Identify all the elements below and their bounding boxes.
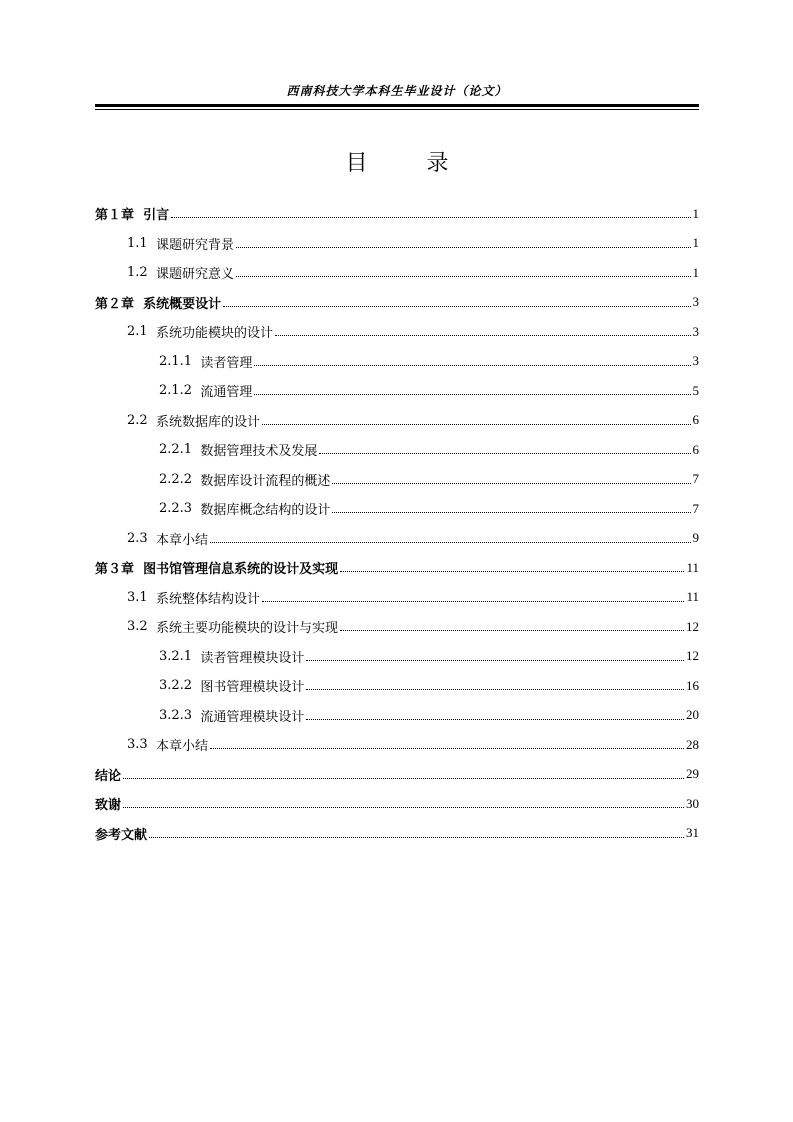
running-header: 西南科技大学本科生毕业设计（论文） <box>286 84 508 98</box>
toc-leader-dots <box>340 571 684 572</box>
toc-entry-page: 1 <box>692 205 699 221</box>
toc-entry[interactable] <box>95 376 699 406</box>
toc-leader-dots <box>236 247 691 248</box>
toc-entry[interactable] <box>95 406 699 436</box>
toc-entry-number: 2.1 <box>127 324 156 340</box>
toc-entry[interactable] <box>95 347 699 377</box>
toc-entry-title: 图书管理模块设计 <box>200 680 305 696</box>
toc-leader-dots <box>319 453 690 454</box>
toc-entry[interactable] <box>95 229 699 259</box>
toc-entry-page: 9 <box>692 530 699 546</box>
toc-entry-number: 2.2 <box>127 412 156 428</box>
toc-entry-number: 2.3 <box>127 530 156 546</box>
toc-entry-page: 6 <box>692 441 699 457</box>
toc-entry-number: 3.3 <box>127 737 156 753</box>
toc-entry-number: 第２章 <box>95 296 144 312</box>
toc-entry[interactable] <box>95 199 699 229</box>
toc-entry-number: 2.1.2 <box>159 383 201 399</box>
toc-entry[interactable] <box>95 583 699 613</box>
toc-leader-dots <box>223 306 690 307</box>
toc-entry-page: 11 <box>686 589 699 605</box>
toc-entry-page: 30 <box>686 795 699 811</box>
toc-entry-page: 29 <box>686 766 699 782</box>
toc-entry-title: 数据库设计流程的概述 <box>200 473 331 489</box>
toc-entry[interactable] <box>95 435 699 465</box>
toc-entry[interactable] <box>95 612 699 642</box>
toc-entry[interactable] <box>95 819 699 849</box>
toc-entry[interactable] <box>95 701 699 731</box>
toc-entry-title: 系统整体结构设计 <box>155 591 260 607</box>
toc-leader-dots <box>306 719 684 720</box>
toc-entry-title: 系统数据库的设计 <box>155 414 260 430</box>
toc-entry-number: 3.2.2 <box>159 678 201 694</box>
toc-entry[interactable] <box>95 258 699 288</box>
toc-entry-page: 1 <box>692 235 699 251</box>
toc-entry-page: 31 <box>686 825 699 841</box>
toc-leader-dots <box>262 424 691 425</box>
toc-entry-title: 结论 <box>95 768 122 784</box>
header-rule-thick <box>95 104 699 107</box>
toc-entry-page: 12 <box>686 618 699 634</box>
toc-entry-page: 28 <box>686 736 699 752</box>
toc-leader-dots <box>306 689 684 690</box>
toc-entry-title: 课题研究背景 <box>155 237 234 253</box>
toc-entry-page: 12 <box>686 648 699 664</box>
toc-entry[interactable] <box>95 494 699 524</box>
toc-entry-number: 第１章 <box>95 208 144 224</box>
toc-entry-title: 课题研究意义 <box>155 267 234 283</box>
toc-entry-number: 3.2.3 <box>159 707 201 723</box>
toc-entry-page: 7 <box>692 471 699 487</box>
table-of-contents <box>95 199 699 848</box>
toc-leader-dots <box>306 660 684 661</box>
toc-entry-page: 3 <box>692 323 699 339</box>
toc-entry[interactable] <box>95 671 699 701</box>
toc-entry-page: 5 <box>692 382 699 398</box>
toc-entry-title: 参考文献 <box>95 827 148 843</box>
toc-entry-title: 致谢 <box>95 798 122 814</box>
toc-entry-title: 引言 <box>143 208 170 224</box>
toc-leader-dots <box>210 748 684 749</box>
toc-entry-page: 3 <box>692 353 699 369</box>
toc-leader-dots <box>340 630 684 631</box>
toc-entry-page: 7 <box>692 500 699 516</box>
toc-leader-dots <box>171 217 690 218</box>
toc-leader-dots <box>210 542 691 543</box>
toc-leader-dots <box>149 837 684 838</box>
toc-entry-title: 读者管理模块设计 <box>200 650 305 666</box>
toc-leader-dots <box>254 394 690 395</box>
toc-entry[interactable] <box>95 288 699 318</box>
header-rule-thin <box>95 109 699 110</box>
toc-leader-dots <box>262 601 685 602</box>
toc-leader-dots <box>332 483 690 484</box>
toc-entry[interactable] <box>95 317 699 347</box>
toc-entry-title: 流通管理模块设计 <box>200 709 305 725</box>
toc-entry-page: 3 <box>692 294 699 310</box>
toc-entry-number: 3.2.1 <box>159 648 201 664</box>
toc-entry-number: 3.1 <box>127 589 156 605</box>
toc-entry-title: 图书馆管理信息系统的设计及实现 <box>143 562 339 578</box>
toc-leader-dots <box>275 335 691 336</box>
toc-entry[interactable] <box>95 789 699 819</box>
toc-entry-number: 2.1.1 <box>159 353 201 369</box>
toc-entry-number: 2.2.2 <box>159 471 201 487</box>
toc-entry-number: 3.2 <box>127 619 156 635</box>
toc-entry-number: 2.2.3 <box>159 501 201 517</box>
toc-leader-dots <box>254 365 690 366</box>
toc-entry-number: 2.2.1 <box>159 442 201 458</box>
toc-entry-title: 系统概要设计 <box>143 296 222 312</box>
toc-entry-number: 1.1 <box>127 235 156 251</box>
toc-entry[interactable] <box>95 524 699 554</box>
toc-entry-page: 16 <box>686 677 699 693</box>
toc-entry-number: 第３章 <box>95 562 144 578</box>
toc-entry-title: 本章小结 <box>155 739 208 755</box>
toc-leader-dots <box>123 807 684 808</box>
toc-entry-title: 数据管理技术及发展 <box>200 444 318 460</box>
toc-entry[interactable] <box>95 642 699 672</box>
toc-entry-page: 11 <box>686 559 699 575</box>
toc-entry-title: 本章小结 <box>155 532 208 548</box>
toc-entry-title: 系统功能模块的设计 <box>155 326 273 342</box>
toc-entry-title: 系统主要功能模块的设计与实现 <box>155 621 338 637</box>
toc-leader-dots <box>332 512 690 513</box>
toc-entry-title: 读者管理 <box>200 355 253 371</box>
toc-leader-dots <box>236 276 691 277</box>
toc-entry-page: 6 <box>692 412 699 428</box>
toc-entry[interactable] <box>95 553 699 583</box>
toc-leader-dots <box>123 778 684 779</box>
toc-entry-title: 数据库概念结构的设计 <box>200 503 331 519</box>
toc-entry-page: 1 <box>692 264 699 280</box>
toc-entry[interactable] <box>95 730 699 760</box>
toc-entry[interactable] <box>95 465 699 495</box>
toc-entry-number: 1.2 <box>127 265 156 281</box>
toc-entry-page: 20 <box>686 707 699 723</box>
toc-entry-title: 流通管理 <box>200 385 253 401</box>
toc-entry[interactable] <box>95 760 699 790</box>
toc-title: 目 录 <box>345 151 475 176</box>
